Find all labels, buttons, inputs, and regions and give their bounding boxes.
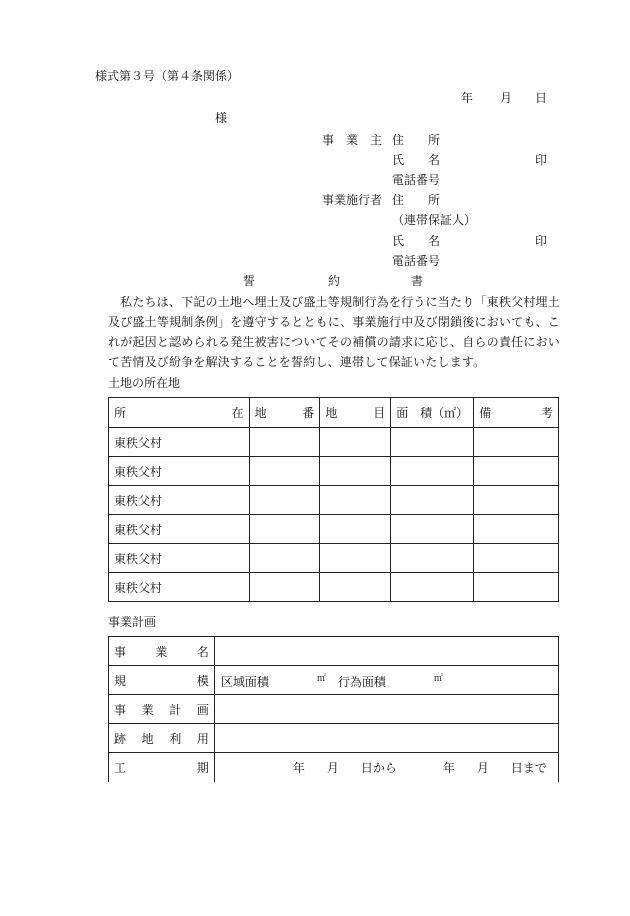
title-char-2: 約	[328, 274, 341, 288]
title-char-3: 書	[411, 274, 424, 288]
plan-section-heading: 事業計画	[108, 615, 157, 629]
form-label: 様式第３号（第４条関係）	[95, 69, 240, 83]
column-header-remarks: 備 考	[474, 398, 559, 428]
owner-seal: 印	[535, 153, 548, 167]
owner-name-label: 氏 名	[392, 153, 441, 167]
table-row	[109, 573, 559, 602]
table-row	[109, 515, 559, 544]
table-row	[109, 428, 559, 457]
remarks-cell[interactable]	[474, 486, 559, 515]
area-cell[interactable]	[391, 428, 474, 457]
district-area-unit: ㎡	[316, 673, 326, 684]
remarks-cell[interactable]	[474, 428, 559, 457]
pledge-paragraph: 私たちは、下記の土地へ埋土及び盛土等規制行為を行うに当たり「東秩父村埋土及び盛土等規制条例」を遵守するとともに、事業施行中及び閉鎖後においても、これが起因と認められる発生被害についてその補償の請求に応じ、自らの責任において苦情及び紛争を解決することを誓約し、連帯して保証いたします。	[108, 295, 560, 369]
land-table-header	[109, 398, 559, 428]
period-end-year: 年	[442, 760, 455, 775]
remarks-cell[interactable]	[474, 544, 559, 573]
lot-number-cell[interactable]	[249, 544, 320, 573]
lot-number-cell[interactable]	[249, 486, 320, 515]
action-area-label: 行為面積	[337, 674, 386, 689]
land-category-cell[interactable]	[320, 486, 391, 515]
plan-row-period	[109, 753, 559, 782]
area-cell[interactable]	[391, 573, 474, 602]
period-end-month: 月	[476, 760, 489, 775]
area-cell[interactable]	[391, 515, 474, 544]
period-label: 工 期	[109, 753, 215, 782]
area-cell[interactable]	[391, 486, 474, 515]
addressee: 様	[215, 111, 228, 125]
owner-address-label: 住 所	[392, 133, 441, 147]
title-char-1: 誓	[243, 274, 256, 288]
period-start-year: 年	[292, 760, 305, 775]
table-row	[109, 544, 559, 573]
site-use-label: 跡 地 利 用	[109, 724, 215, 753]
joint-guarantor-label: （連帯保証人）	[392, 213, 477, 227]
remarks-cell[interactable]	[474, 573, 559, 602]
project-name-field[interactable]	[214, 637, 558, 666]
location-cell: 東秩父村	[109, 573, 250, 602]
contractor-name-label: 氏 名	[392, 234, 441, 248]
plan-row-project-name	[109, 637, 559, 666]
area-cell[interactable]	[391, 457, 474, 486]
table-row	[109, 457, 559, 486]
district-area-label: 区域面積	[220, 674, 269, 689]
location-cell: 東秩父村	[109, 457, 250, 486]
lot-number-cell[interactable]	[249, 515, 320, 544]
contractor-seal: 印	[535, 234, 548, 248]
date-month: 月	[500, 91, 513, 105]
business-plan-field[interactable]	[214, 695, 558, 724]
location-cell: 東秩父村	[109, 428, 250, 457]
table-row	[109, 486, 559, 515]
column-header-location: 所 在	[109, 398, 250, 428]
owner-phone-label: 電話番号	[392, 173, 441, 187]
owner-label: 事 業 主	[322, 133, 383, 147]
column-header-land-category: 地 目	[320, 398, 391, 428]
location-cell: 東秩父村	[109, 486, 250, 515]
land-category-cell[interactable]	[320, 457, 391, 486]
column-header-area: 面 積（㎡）	[391, 398, 474, 428]
land-table	[108, 397, 559, 602]
column-header-lot-number: 地 番	[249, 398, 320, 428]
land-category-cell[interactable]	[320, 544, 391, 573]
location-cell: 東秩父村	[109, 544, 250, 573]
lot-number-cell[interactable]	[249, 457, 320, 486]
remarks-cell[interactable]	[474, 515, 559, 544]
business-plan-label: 事 業 計 画	[109, 695, 215, 724]
remarks-cell[interactable]	[474, 457, 559, 486]
date-year: 年	[461, 91, 474, 105]
date-day: 日	[535, 91, 548, 105]
contractor-phone-label: 電話番号	[392, 254, 441, 268]
contractor-label: 事業施行者	[322, 193, 383, 207]
site-use-field[interactable]	[214, 724, 558, 753]
project-name-label: 事 業 名	[109, 637, 215, 666]
land-category-cell[interactable]	[320, 428, 391, 457]
plan-table	[108, 636, 559, 782]
plan-row-site-use	[109, 724, 559, 753]
scale-label: 規 模	[109, 666, 215, 695]
period-end-day: 日まで	[510, 760, 547, 775]
period-start-day: 日から	[360, 760, 397, 775]
plan-row-business-plan	[109, 695, 559, 724]
location-cell: 東秩父村	[109, 515, 250, 544]
land-section-heading: 土地の所在地	[108, 376, 181, 390]
land-category-cell[interactable]	[320, 515, 391, 544]
scale-field[interactable]	[214, 666, 558, 695]
contractor-address-label: 住 所	[392, 193, 441, 207]
area-cell[interactable]	[391, 544, 474, 573]
lot-number-cell[interactable]	[249, 428, 320, 457]
period-start-month: 月	[326, 760, 339, 775]
action-area-unit: ㎡	[433, 673, 443, 684]
lot-number-cell[interactable]	[249, 573, 320, 602]
period-field[interactable]	[214, 753, 558, 782]
plan-row-scale	[109, 666, 559, 695]
land-category-cell[interactable]	[320, 573, 391, 602]
